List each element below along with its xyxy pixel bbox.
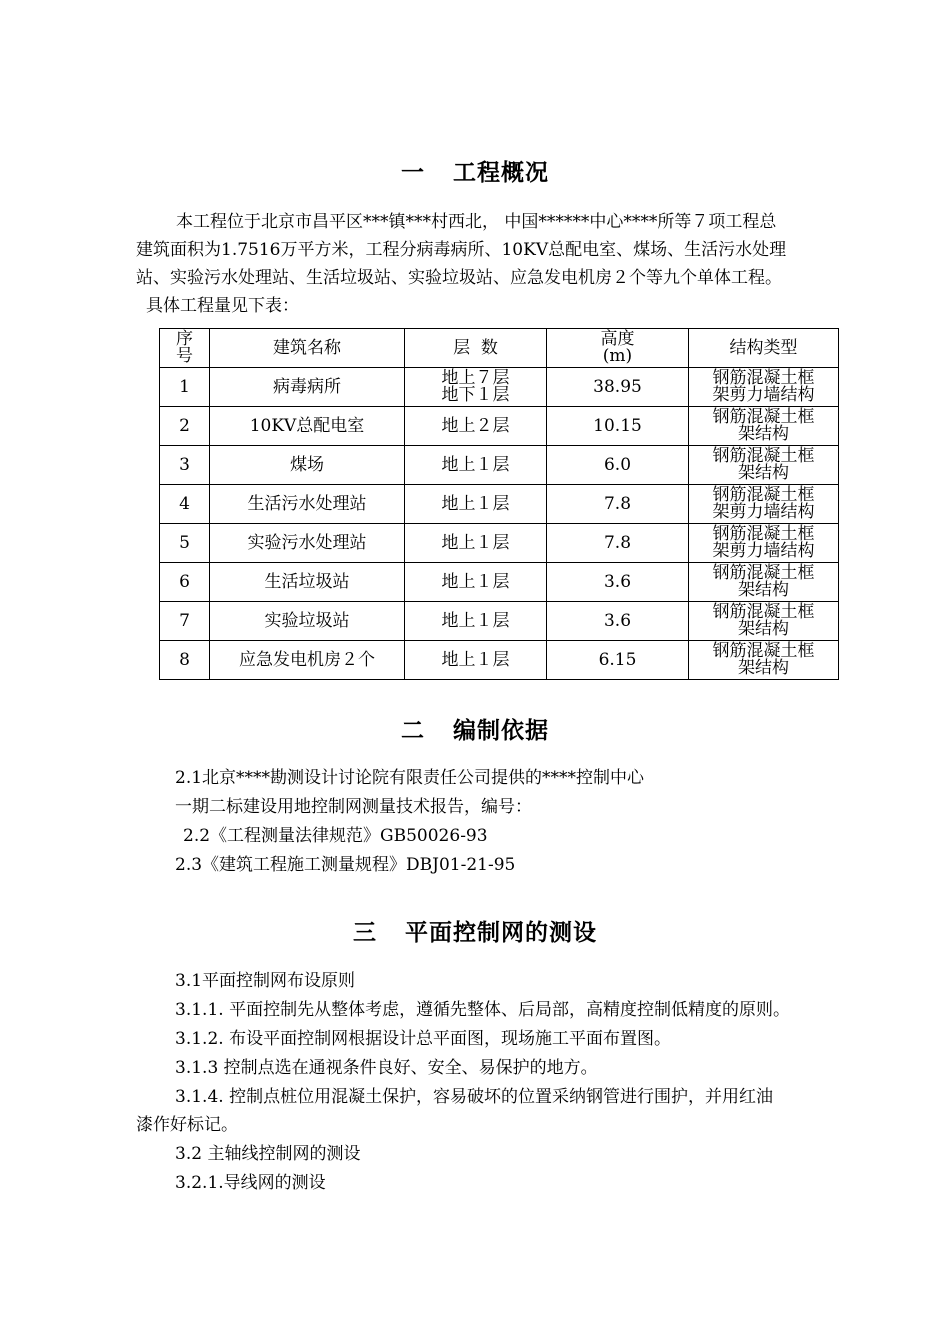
cell-structure xyxy=(689,407,839,446)
cell-structure-line: 钢筋混凝土框 xyxy=(712,407,815,427)
basis-line: 2.3《建筑工程施工测量规程》DBJ01-21-95 xyxy=(175,855,516,875)
intro-paragraph xyxy=(136,208,866,320)
table-row xyxy=(160,368,839,407)
cell-floors xyxy=(405,407,547,446)
table-row xyxy=(160,602,839,641)
intro-line: 本工程位于北京市昌平区***镇***村西北， 中国******中心****所等７项工程总 xyxy=(176,212,777,232)
cell-height: 3.6 xyxy=(547,563,689,602)
basis-line: 一期二标建设用地控制网测量技术报告，编号： xyxy=(175,797,532,817)
section-2-number: 二 xyxy=(401,718,425,744)
cell-seq: 3 xyxy=(160,446,210,485)
cell-name: 10KV总配电室 xyxy=(210,407,405,446)
cell-structure-line: 钢筋混凝土框 xyxy=(712,368,815,388)
control-line: 3.1.3 控制点选在通视条件良好、安全、易保护的地方。 xyxy=(175,1058,598,1078)
section-3-number: 三 xyxy=(353,920,377,946)
cell-floors xyxy=(405,563,547,602)
table-row xyxy=(160,446,839,485)
table-row xyxy=(160,524,839,563)
cell-floors-line: 地上２层 xyxy=(441,415,510,436)
cell-seq: 2 xyxy=(160,407,210,446)
cell-height: 6.0 xyxy=(547,446,689,485)
control-line: 3.1.4. 控制点桩位用混凝土保护，容易破坏的位置采纳钢管进行围护，并用红油 xyxy=(175,1087,774,1107)
control-line: 3.2.1.导线网的测设 xyxy=(175,1173,326,1193)
control-line: 3.1.2. 布设平面控制网根据设计总平面图，现场施工平面布置图。 xyxy=(175,1029,672,1049)
table-row xyxy=(160,485,839,524)
cell-structure xyxy=(689,602,839,641)
intro-line: 站、实验污水处理站、生活垃圾站、实验垃圾站、应急发电机房２个等九个单体工程。 xyxy=(136,268,782,288)
section-1-number: 一 xyxy=(401,160,425,186)
control-line: 3.1平面控制网布设原则 xyxy=(175,971,356,991)
cell-structure xyxy=(689,446,839,485)
control-line: 漆作好标记。 xyxy=(136,1115,238,1135)
basis-line: 2.2《工程测量法律规范》GB50026-93 xyxy=(183,826,488,846)
cell-structure xyxy=(689,368,839,407)
section-2-heading xyxy=(0,712,950,745)
cell-name: 病毒病所 xyxy=(210,368,405,407)
cell-floors xyxy=(405,485,547,524)
cell-floors xyxy=(405,446,547,485)
cell-name: 应急发电机房２个 xyxy=(210,641,405,680)
section-3-heading xyxy=(0,914,950,947)
table-header-row xyxy=(160,329,839,368)
cell-floors-line: 地下１层 xyxy=(441,385,510,405)
cell-floors-line: 地上１层 xyxy=(441,610,510,631)
cell-floors xyxy=(405,368,547,407)
cell-structure-line: 钢筋混凝土框 xyxy=(712,641,815,661)
cell-structure-line: 架结构 xyxy=(738,658,789,678)
control-line: 3.2 主轴线控制网的测设 xyxy=(175,1144,361,1164)
cell-height: 7.8 xyxy=(547,485,689,524)
cell-seq: 7 xyxy=(160,602,210,641)
header-floors: 层 数 xyxy=(405,329,547,368)
cell-structure xyxy=(689,641,839,680)
cell-structure-line: 架结构 xyxy=(738,463,789,483)
cell-height: 10.15 xyxy=(547,407,689,446)
header-seq-line: 号 xyxy=(176,346,193,366)
cell-structure xyxy=(689,563,839,602)
cell-floors-line: 地上１层 xyxy=(441,454,510,475)
cell-seq: 8 xyxy=(160,641,210,680)
cell-structure-line: 钢筋混凝土框 xyxy=(712,446,815,466)
cell-structure-line: 架剪力墙结构 xyxy=(712,502,815,522)
header-height-line: (m) xyxy=(602,346,633,366)
cell-floors-line: 地上１层 xyxy=(441,571,510,592)
section-1-heading xyxy=(0,154,950,187)
cell-name: 实验垃圾站 xyxy=(210,602,405,641)
cell-floors-line: 地上７层 xyxy=(441,368,510,388)
section-1-title: 工程概况 xyxy=(453,160,549,186)
cell-structure xyxy=(689,524,839,563)
cell-structure-line: 钢筋混凝土框 xyxy=(712,485,815,505)
cell-floors-line: 地上１层 xyxy=(441,532,510,553)
cell-floors-line: 地上１层 xyxy=(441,493,510,514)
cell-name: 生活垃圾站 xyxy=(210,563,405,602)
header-name: 建筑名称 xyxy=(210,329,405,368)
basis-line: 2.1北京****勘测设计讨论院有限责任公司提供的****控制中心 xyxy=(175,768,645,788)
header-seq-line: 序 xyxy=(176,329,193,349)
cell-floors xyxy=(405,524,547,563)
cell-height: 6.15 xyxy=(547,641,689,680)
cell-structure-line: 钢筋混凝土框 xyxy=(712,602,815,622)
cell-seq: 1 xyxy=(160,368,210,407)
cell-structure xyxy=(689,485,839,524)
cell-structure-line: 架结构 xyxy=(738,580,789,600)
section-2-title: 编制依据 xyxy=(453,718,549,744)
intro-line: 建筑面积为1.7516万平方米，工程分病毒病所、10KV总配电室、煤场、生活污水处理 xyxy=(136,240,787,260)
cell-height: 7.8 xyxy=(547,524,689,563)
control-line: 3.1.1. 平面控制先从整体考虑，遵循先整体、后局部，高精度控制低精度的原则。 xyxy=(175,1000,791,1020)
cell-height: 3.6 xyxy=(547,602,689,641)
table-row xyxy=(160,563,839,602)
table-row xyxy=(160,641,839,680)
cell-name: 煤场 xyxy=(210,446,405,485)
cell-floors xyxy=(405,641,547,680)
cell-height: 38.95 xyxy=(547,368,689,407)
header-structure: 结构类型 xyxy=(689,329,839,368)
cell-name: 实验污水处理站 xyxy=(210,524,405,563)
cell-seq: 5 xyxy=(160,524,210,563)
cell-name: 生活污水处理站 xyxy=(210,485,405,524)
section-3-title: 平面控制网的测设 xyxy=(405,920,597,946)
intro-line: 具体工程量见下表： xyxy=(146,296,299,316)
cell-structure-line: 钢筋混凝土框 xyxy=(712,563,815,583)
table-body xyxy=(160,368,839,680)
quantity-table xyxy=(159,328,839,680)
cell-structure-line: 钢筋混凝土框 xyxy=(712,524,815,544)
header-height xyxy=(547,329,689,368)
cell-floors-line: 地上１层 xyxy=(441,649,510,670)
header-seq xyxy=(160,329,210,368)
cell-structure-line: 架剪力墙结构 xyxy=(712,385,815,405)
cell-floors xyxy=(405,602,547,641)
cell-structure-line: 架结构 xyxy=(738,424,789,444)
header-height-line: 高度 xyxy=(600,329,635,349)
cell-structure-line: 架剪力墙结构 xyxy=(712,541,815,561)
cell-structure-line: 架结构 xyxy=(738,619,789,639)
cell-seq: 6 xyxy=(160,563,210,602)
cell-seq: 4 xyxy=(160,485,210,524)
table-row xyxy=(160,407,839,446)
